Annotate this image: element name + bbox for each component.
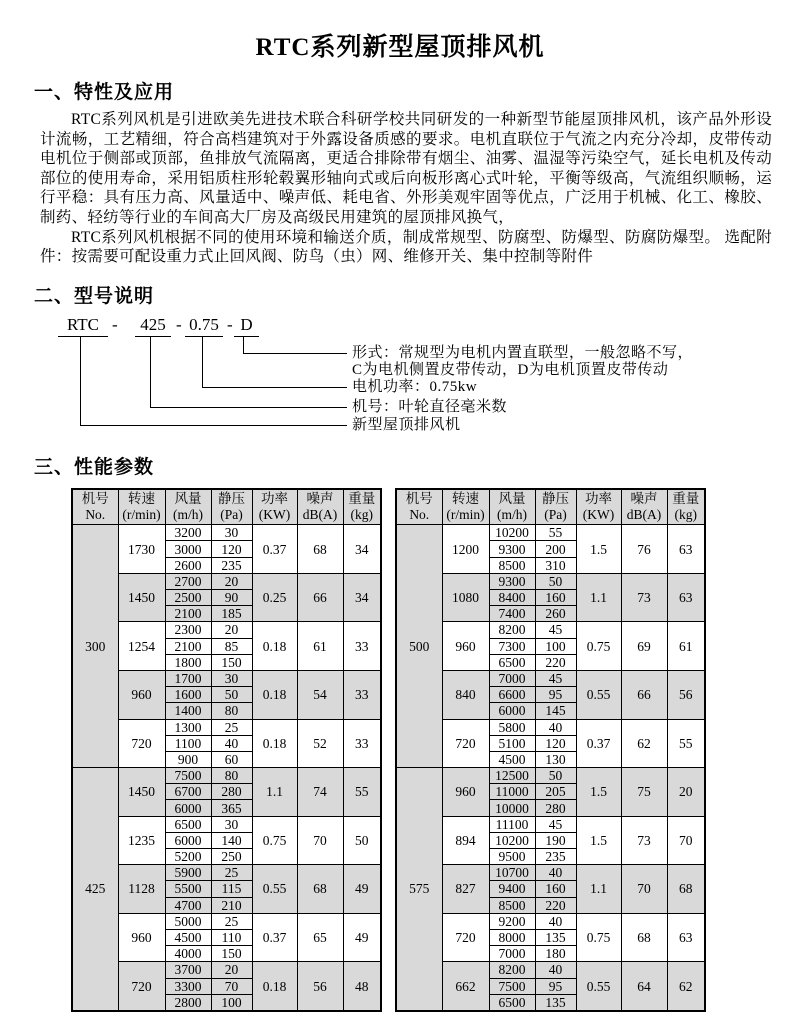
pressure-cell: 140 (211, 832, 252, 848)
pressure-cell: 45 (535, 670, 576, 686)
flow-cell: 6700 (165, 784, 211, 800)
weight-cell: 20 (667, 768, 705, 817)
model-code-diagram (0, 314, 800, 448)
column-header: 功率 (KW) (252, 489, 297, 525)
flow-cell: 5200 (165, 849, 211, 865)
flow-cell: 11000 (489, 784, 535, 800)
section1-paragraph2: RTC系列风机根据不同的使用环境和输送介质，制成常规型、防腐型、防爆型、防腐防爆型。 选配附件：按需要可配设重力式止回风阀、防鸟（虫）网、维修开关、集中控制等附件 (40, 228, 772, 266)
column-header: 噪声 dB(A) (297, 489, 343, 525)
flow-cell: 1600 (165, 687, 211, 703)
model-no-cell: 300 (72, 525, 118, 768)
noise-cell: 56 (297, 962, 343, 1011)
flow-cell: 6500 (489, 994, 535, 1011)
noise-cell: 76 (621, 525, 667, 574)
section2-heading: 二、型号说明 (34, 284, 155, 307)
table-row (72, 768, 381, 784)
weight-cell: 34 (343, 573, 381, 622)
flow-cell: 2800 (165, 994, 211, 1011)
power-cell: 0.75 (252, 816, 297, 865)
pressure-cell: 145 (535, 703, 576, 719)
model-form-code: D (234, 314, 259, 337)
pressure-cell: 250 (211, 849, 252, 865)
weight-cell: 70 (667, 816, 705, 865)
pressure-cell: 150 (211, 654, 252, 670)
pressure-cell: 160 (535, 881, 576, 897)
pressure-cell: 60 (211, 751, 252, 767)
performance-table (395, 488, 706, 1012)
weight-cell: 48 (343, 962, 381, 1011)
flow-cell: 4000 (165, 946, 211, 962)
flow-cell: 1700 (165, 670, 211, 686)
weight-cell: 33 (343, 670, 381, 719)
speed-cell: 1080 (442, 573, 489, 622)
pressure-cell: 40 (535, 913, 576, 929)
pressure-cell: 190 (535, 832, 576, 848)
table-row (396, 865, 705, 881)
speed-cell: 1200 (442, 525, 489, 574)
speed-cell: 960 (442, 622, 489, 671)
speed-cell: 720 (442, 719, 489, 768)
flow-cell: 6500 (165, 816, 211, 832)
pressure-cell: 80 (211, 768, 252, 784)
model-size-code: 425 (135, 314, 171, 337)
page-title: RTC系列新型屋顶排风机 (255, 34, 545, 61)
noise-cell: 75 (621, 768, 667, 817)
power-cell: 0.18 (252, 670, 297, 719)
power-cell: 0.75 (576, 913, 621, 962)
noise-cell: 52 (297, 719, 343, 768)
flow-cell: 5500 (165, 881, 211, 897)
pressure-cell: 280 (535, 800, 576, 816)
table-row (396, 670, 705, 686)
table-row (72, 719, 381, 735)
pressure-cell: 45 (535, 816, 576, 832)
flow-cell: 4700 (165, 897, 211, 913)
pressure-cell: 90 (211, 590, 252, 606)
section3-heading: 三、性能参数 (34, 455, 155, 478)
column-header: 噪声 dB(A) (621, 489, 667, 525)
pressure-cell: 120 (535, 735, 576, 751)
pressure-cell: 20 (211, 962, 252, 978)
speed-cell: 1450 (118, 768, 165, 817)
column-header: 机号 No. (396, 489, 442, 525)
noise-cell: 74 (297, 768, 343, 817)
callout-line-form-vertical (243, 337, 244, 353)
table-row (396, 962, 705, 978)
power-cell: 1.5 (576, 525, 621, 574)
power-cell: 0.55 (252, 865, 297, 914)
flow-cell: 1400 (165, 703, 211, 719)
power-cell: 1.5 (576, 768, 621, 817)
pressure-cell: 40 (535, 719, 576, 735)
power-cell: 1.1 (576, 573, 621, 622)
pressure-cell: 280 (211, 784, 252, 800)
power-cell: 0.25 (252, 573, 297, 622)
table-row (72, 913, 381, 929)
power-cell: 0.37 (252, 913, 297, 962)
power-cell: 1.1 (576, 865, 621, 914)
weight-cell: 33 (343, 719, 381, 768)
speed-cell: 1730 (118, 525, 165, 574)
performance-table-right-mount (395, 488, 706, 1012)
flow-cell: 8000 (489, 929, 535, 945)
power-cell: 0.37 (252, 525, 297, 574)
pressure-cell: 25 (211, 865, 252, 881)
model-separator-1: - (112, 314, 118, 334)
flow-cell: 2600 (165, 557, 211, 573)
weight-cell: 62 (667, 962, 705, 1011)
pressure-cell: 185 (211, 606, 252, 622)
table-row (72, 525, 381, 541)
weight-cell: 68 (667, 865, 705, 914)
flow-cell: 8400 (489, 590, 535, 606)
flow-cell: 4500 (489, 751, 535, 767)
table-row (396, 719, 705, 735)
column-header: 静压 (Pa) (211, 489, 252, 525)
column-header: 机号 No. (72, 489, 118, 525)
flow-cell: 6000 (165, 832, 211, 848)
callout-line-series-vertical (80, 337, 81, 425)
pressure-cell: 30 (211, 525, 252, 541)
table-row (72, 962, 381, 978)
callout-label-power: 电机功率：0.75kw (352, 378, 478, 395)
flow-cell: 10000 (489, 800, 535, 816)
model-no-cell: 500 (396, 525, 442, 768)
power-cell: 0.55 (576, 962, 621, 1011)
flow-cell: 900 (165, 751, 211, 767)
pressure-cell: 100 (535, 638, 576, 654)
flow-cell: 1300 (165, 719, 211, 735)
performance-tables (71, 488, 800, 1012)
performance-table-left-mount (71, 488, 382, 1012)
pressure-cell: 220 (535, 897, 576, 913)
pressure-cell: 95 (535, 687, 576, 703)
table-row (72, 622, 381, 638)
flow-cell: 2100 (165, 606, 211, 622)
flow-cell: 5800 (489, 719, 535, 735)
flow-cell: 8500 (489, 897, 535, 913)
header-row (72, 489, 381, 525)
table-row (396, 573, 705, 589)
table-row (396, 525, 705, 541)
noise-cell: 70 (297, 816, 343, 865)
model-no-cell: 425 (72, 768, 118, 1011)
flow-cell: 1100 (165, 735, 211, 751)
flow-cell: 3700 (165, 962, 211, 978)
column-header: 风量 (m/h) (165, 489, 211, 525)
pressure-cell: 40 (211, 735, 252, 751)
flow-cell: 6600 (489, 687, 535, 703)
pressure-cell: 55 (535, 525, 576, 541)
pressure-cell: 220 (535, 654, 576, 670)
flow-cell: 9300 (489, 541, 535, 557)
table-row (396, 622, 705, 638)
flow-cell: 10200 (489, 832, 535, 848)
flow-cell: 3200 (165, 525, 211, 541)
pressure-cell: 100 (211, 994, 252, 1011)
flow-cell: 2500 (165, 590, 211, 606)
performance-table (71, 488, 382, 1012)
power-cell: 0.37 (576, 719, 621, 768)
flow-cell: 9400 (489, 881, 535, 897)
pressure-cell: 130 (535, 751, 576, 767)
speed-cell: 960 (442, 768, 489, 817)
callout-label-series: 新型屋顶排风机 (352, 416, 461, 433)
pressure-cell: 70 (211, 978, 252, 994)
speed-cell: 1450 (118, 573, 165, 622)
power-cell: 0.18 (252, 719, 297, 768)
flow-cell: 9500 (489, 849, 535, 865)
flow-cell: 7300 (489, 638, 535, 654)
flow-cell: 7400 (489, 606, 535, 622)
table-row (396, 816, 705, 832)
pressure-cell: 135 (535, 994, 576, 1011)
section1-paragraph1: RTC系列风机是引进欧美先进技术联合科研学校共同研发的一种新型节能屋顶排风机，该产品外形设计流畅，工艺精细，符合高档建筑对于外露设备质感的要求。电机直联位于气流之内充分冷却，皮带传动电机位于侧部或顶部，鱼排放气流隔离，更适合排除带有烟尘、油雾、温湿等污染空气，延长电机及传动部位的使用寿命，采用铝质柱形轮毂翼形轴向式或后向板形离心式叶轮，平衡等级高，气流组织顺畅，运行平稳：具有压力高、风量适中、噪声低、耗电省、外形美观牢固等优点，广泛用于机械、化工、橡胶、制药、轻纺等行业的车间高大厂房及高级民用建筑的屋顶排风换气， (40, 111, 772, 226)
flow-cell: 1800 (165, 654, 211, 670)
flow-cell: 11100 (489, 816, 535, 832)
weight-cell: 49 (343, 913, 381, 962)
flow-cell: 6000 (489, 703, 535, 719)
model-series-code: RTC (58, 314, 108, 337)
callout-line-series-horizontal (80, 425, 347, 426)
noise-cell: 54 (297, 670, 343, 719)
table-row (396, 768, 705, 784)
noise-cell: 64 (621, 962, 667, 1011)
column-header: 静压 (Pa) (535, 489, 576, 525)
table-row (72, 865, 381, 881)
callout-label-form-line2: C为电机侧置皮带传动，D为电机顶置皮带传动 (352, 361, 669, 378)
noise-cell: 62 (621, 719, 667, 768)
speed-cell: 720 (442, 913, 489, 962)
power-cell: 0.18 (252, 962, 297, 1011)
pressure-cell: 260 (535, 606, 576, 622)
weight-cell: 34 (343, 525, 381, 574)
weight-cell: 33 (343, 622, 381, 671)
speed-cell: 1128 (118, 865, 165, 914)
callout-line-power-vertical (202, 337, 203, 387)
callout-label-form-line1: 形式：常规型为电机内置直联型，一般忽略不写， (352, 344, 694, 361)
flow-cell: 5100 (489, 735, 535, 751)
weight-cell: 49 (343, 865, 381, 914)
flow-cell: 5900 (165, 865, 211, 881)
column-header: 转速 (r/min) (118, 489, 165, 525)
pressure-cell: 110 (211, 929, 252, 945)
flow-cell: 8500 (489, 557, 535, 573)
flow-cell: 12500 (489, 768, 535, 784)
section1-heading: 一、特性及应用 (34, 81, 175, 103)
model-separator-3: - (227, 314, 233, 334)
power-cell: 1.1 (252, 768, 297, 817)
flow-cell: 2700 (165, 573, 211, 589)
flow-cell: 5000 (165, 913, 211, 929)
pressure-cell: 50 (535, 573, 576, 589)
flow-cell: 7000 (489, 946, 535, 962)
speed-cell: 894 (442, 816, 489, 865)
power-cell: 0.18 (252, 622, 297, 671)
power-cell: 0.55 (576, 670, 621, 719)
table-row (396, 913, 705, 929)
power-cell: 1.5 (576, 816, 621, 865)
pressure-cell: 45 (535, 622, 576, 638)
flow-cell: 9300 (489, 573, 535, 589)
noise-cell: 70 (621, 865, 667, 914)
column-header: 功率 (KW) (576, 489, 621, 525)
noise-cell: 65 (297, 913, 343, 962)
flow-cell: 2100 (165, 638, 211, 654)
noise-cell: 68 (297, 525, 343, 574)
pressure-cell: 205 (535, 784, 576, 800)
flow-cell: 7000 (489, 670, 535, 686)
speed-cell: 1235 (118, 816, 165, 865)
weight-cell: 55 (343, 768, 381, 817)
flow-cell: 7500 (489, 978, 535, 994)
weight-cell: 63 (667, 573, 705, 622)
noise-cell: 66 (297, 573, 343, 622)
pressure-cell: 20 (211, 622, 252, 638)
pressure-cell: 135 (535, 929, 576, 945)
table-row (72, 573, 381, 589)
flow-cell: 8200 (489, 962, 535, 978)
weight-cell: 50 (343, 816, 381, 865)
table-row (72, 816, 381, 832)
flow-cell: 3300 (165, 978, 211, 994)
pressure-cell: 50 (211, 687, 252, 703)
callout-line-size-vertical (150, 337, 151, 407)
speed-cell: 827 (442, 865, 489, 914)
pressure-cell: 115 (211, 881, 252, 897)
pressure-cell: 210 (211, 897, 252, 913)
speed-cell: 840 (442, 670, 489, 719)
weight-cell: 55 (667, 719, 705, 768)
pressure-cell: 160 (535, 590, 576, 606)
pressure-cell: 85 (211, 638, 252, 654)
callout-line-size-horizontal (150, 407, 347, 408)
flow-cell: 6000 (165, 800, 211, 816)
pressure-cell: 310 (535, 557, 576, 573)
speed-cell: 1254 (118, 622, 165, 671)
callout-line-power-horizontal (202, 387, 347, 388)
column-header: 风量 (m/h) (489, 489, 535, 525)
pressure-cell: 180 (535, 946, 576, 962)
noise-cell: 68 (297, 865, 343, 914)
speed-cell: 662 (442, 962, 489, 1011)
speed-cell: 720 (118, 962, 165, 1011)
pressure-cell: 30 (211, 816, 252, 832)
pressure-cell: 25 (211, 913, 252, 929)
flow-cell: 10700 (489, 865, 535, 881)
pressure-cell: 40 (535, 865, 576, 881)
pressure-cell: 25 (211, 719, 252, 735)
model-power-code: 0.75 (185, 314, 223, 337)
speed-cell: 960 (118, 913, 165, 962)
pressure-cell: 235 (211, 557, 252, 573)
callout-line-form-horizontal (243, 353, 347, 354)
pressure-cell: 150 (211, 946, 252, 962)
noise-cell: 69 (621, 622, 667, 671)
pressure-cell: 120 (211, 541, 252, 557)
flow-cell: 3000 (165, 541, 211, 557)
flow-cell: 6500 (489, 654, 535, 670)
model-separator-2: - (176, 314, 182, 334)
flow-cell: 7500 (165, 768, 211, 784)
flow-cell: 4500 (165, 929, 211, 945)
noise-cell: 68 (621, 913, 667, 962)
pressure-cell: 200 (535, 541, 576, 557)
header-row (396, 489, 705, 525)
noise-cell: 61 (297, 622, 343, 671)
pressure-cell: 365 (211, 800, 252, 816)
flow-cell: 9200 (489, 913, 535, 929)
callout-label-size: 机号：叶轮直径毫米数 (352, 398, 508, 415)
speed-cell: 960 (118, 670, 165, 719)
pressure-cell: 80 (211, 703, 252, 719)
flow-cell: 8200 (489, 622, 535, 638)
pressure-cell: 40 (535, 962, 576, 978)
weight-cell: 56 (667, 670, 705, 719)
flow-cell: 10200 (489, 525, 535, 541)
speed-cell: 720 (118, 719, 165, 768)
column-header: 重量 (kg) (667, 489, 705, 525)
noise-cell: 73 (621, 573, 667, 622)
model-no-cell: 575 (396, 768, 442, 1011)
weight-cell: 61 (667, 622, 705, 671)
callout-label-form (352, 345, 693, 379)
weight-cell: 63 (667, 913, 705, 962)
noise-cell: 66 (621, 670, 667, 719)
column-header: 重量 (kg) (343, 489, 381, 525)
column-header: 转速 (r/min) (442, 489, 489, 525)
pressure-cell: 50 (535, 768, 576, 784)
pressure-cell: 235 (535, 849, 576, 865)
weight-cell: 63 (667, 525, 705, 574)
pressure-cell: 30 (211, 670, 252, 686)
noise-cell: 73 (621, 816, 667, 865)
pressure-cell: 20 (211, 573, 252, 589)
table-row (72, 670, 381, 686)
flow-cell: 2300 (165, 622, 211, 638)
pressure-cell: 95 (535, 978, 576, 994)
power-cell: 0.75 (576, 622, 621, 671)
